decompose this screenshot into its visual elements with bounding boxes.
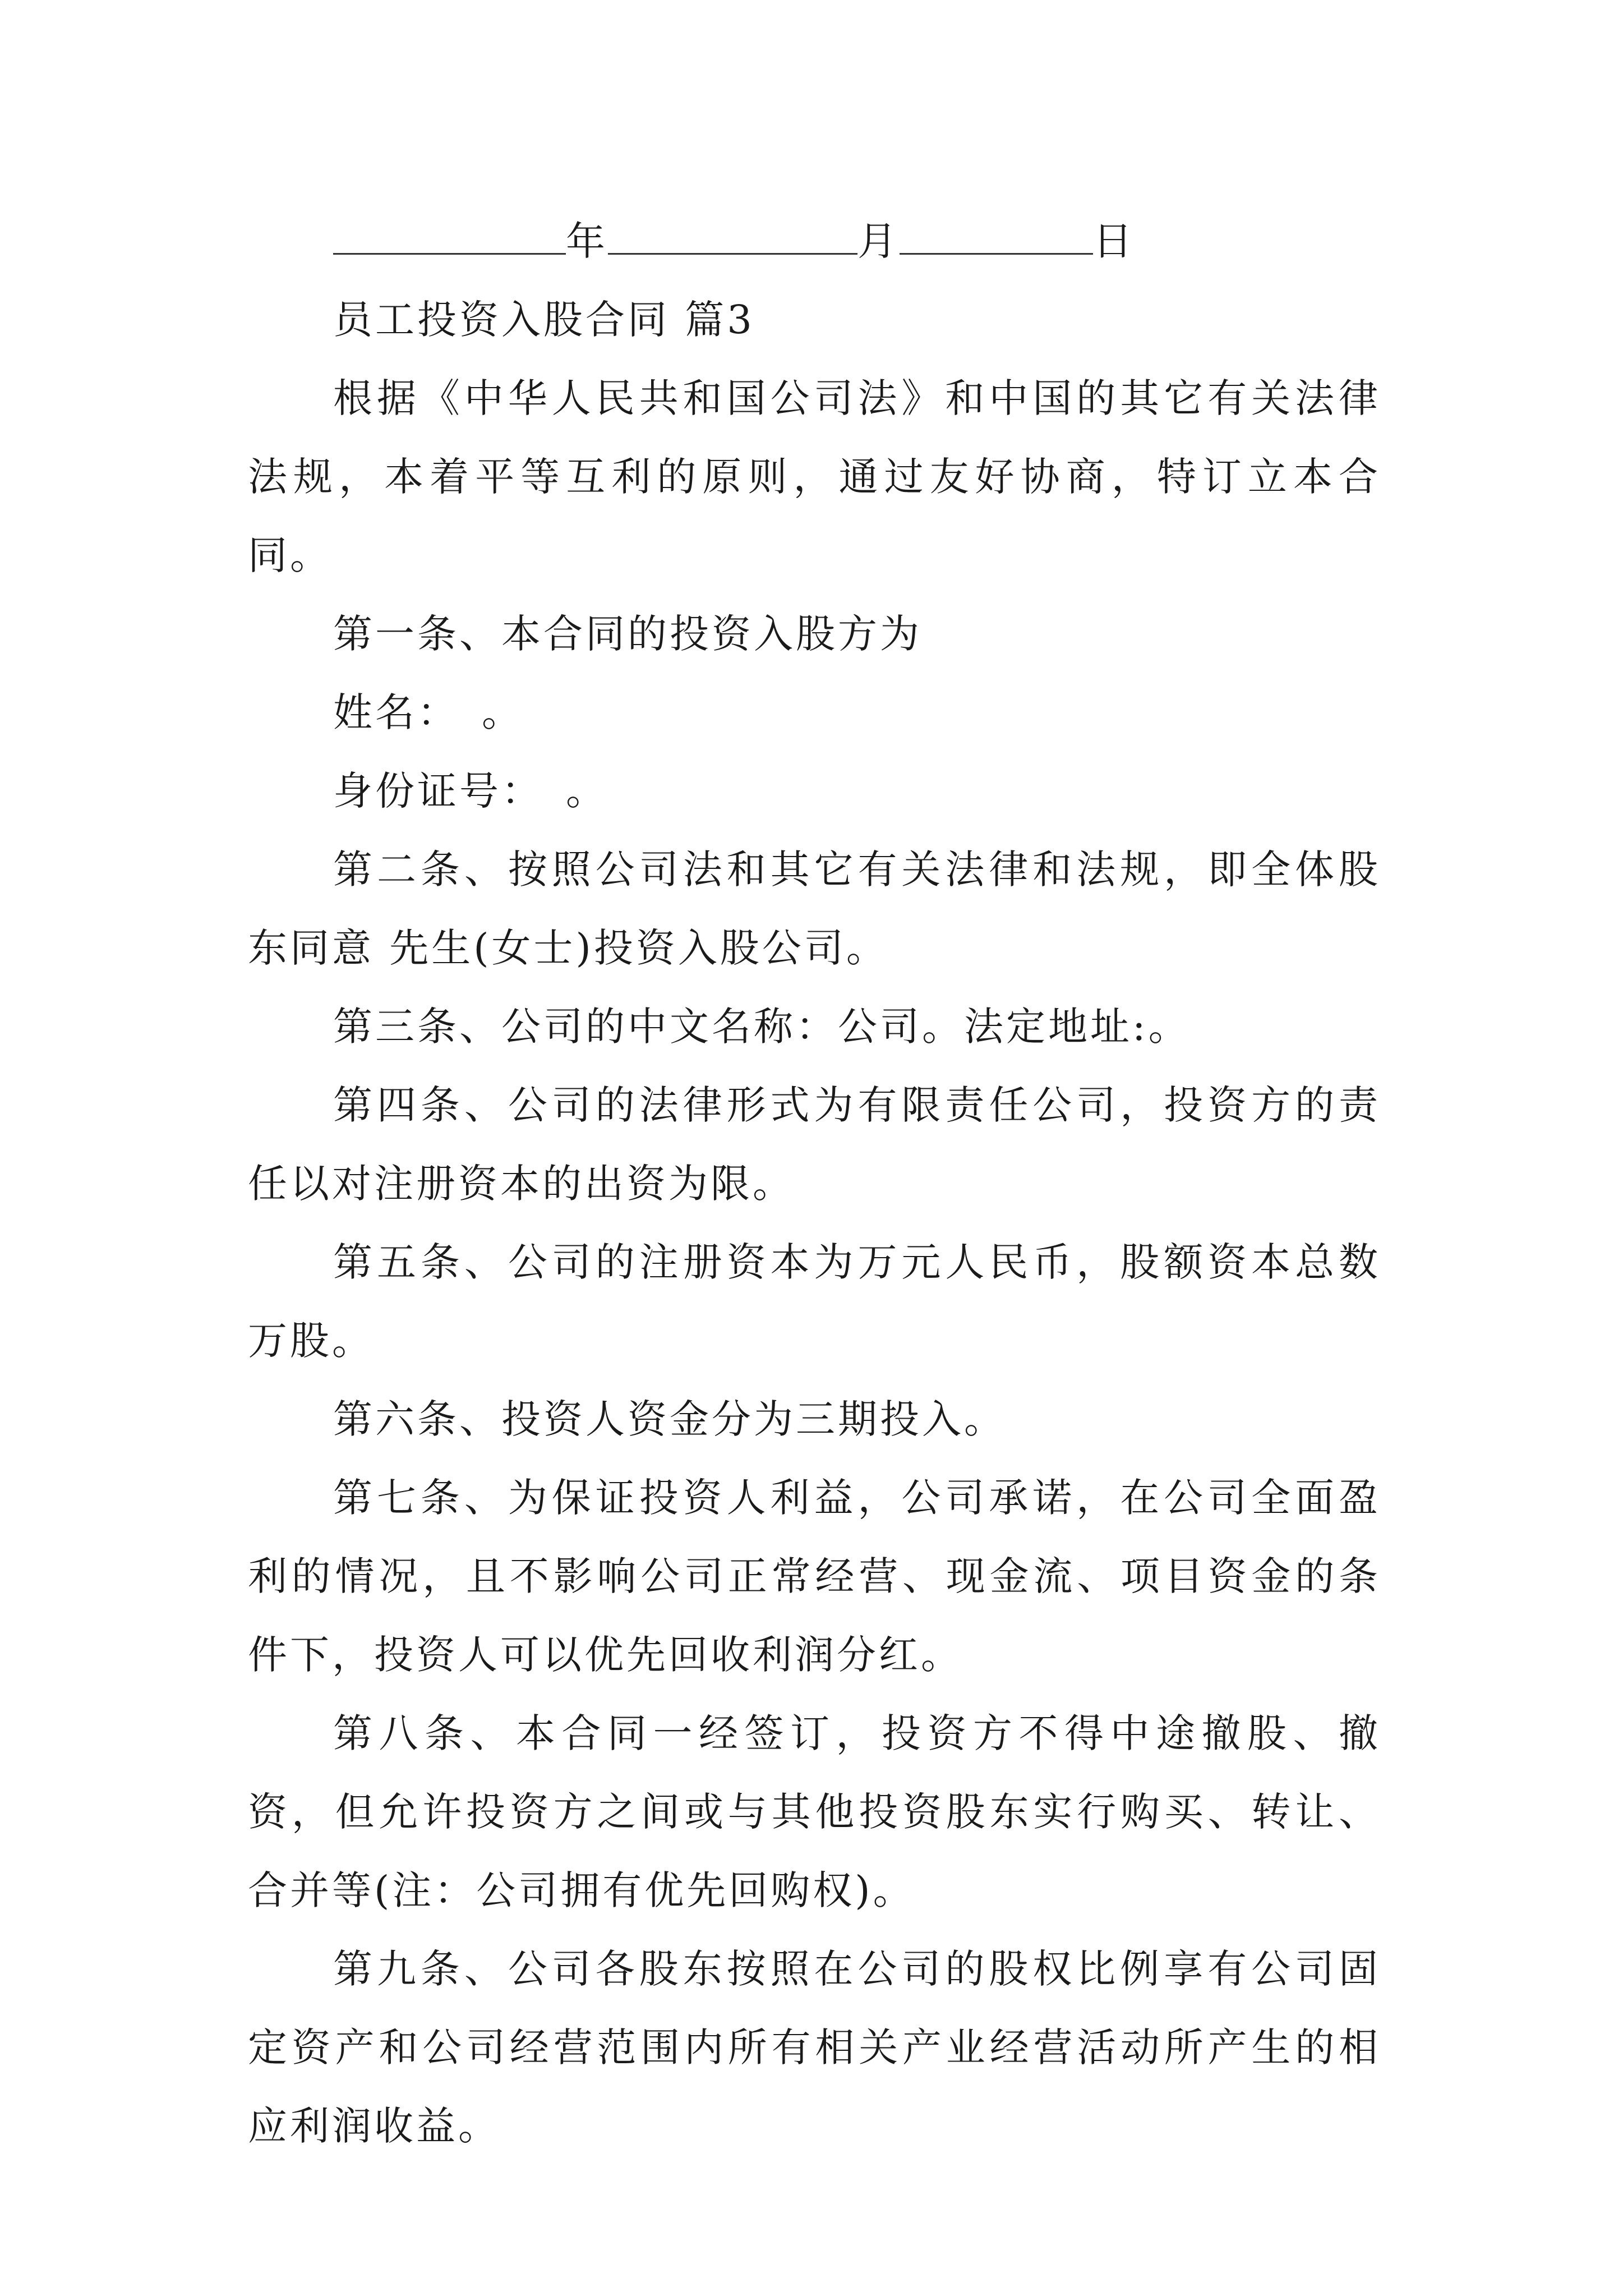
name-line [248,673,1381,752]
article-4: 第四条、公司的法律形式为有限责任公司，投资方的责任以对注册资本的出资为限。 [248,1082,1381,1207]
month-label: 月 [857,218,900,264]
year-label: 年 [566,218,608,264]
id-end: 。 [566,768,608,814]
id-label: 身份证号： [333,768,543,814]
month-blank [608,219,857,255]
name-label: 姓名： [333,689,459,735]
day-blank [900,219,1093,255]
day-label: 日 [1093,218,1135,264]
document-heading: 员工投资入股合同 篇3 [333,297,755,343]
id-line [248,752,1381,830]
document-body [248,202,1381,2165]
intro-paragraph: 根据《中华人民共和国公司法》和中国的其它有关法律法规，本着平等互利的原则，通过友好协商，特订立本合同。 [248,375,1381,578]
article-2: 第二条、按照公司法和其它有关法律和法规，即全体股东同意 先生(女士)投资入股公司。 [248,846,1381,971]
date-line [333,202,1381,280]
article-1: 第一条、本合同的投资入股方为 [333,611,922,657]
article-6: 第六条、投资人资金分为三期投入。 [333,1396,1006,1442]
article-8: 第八条、本合同一经签订，投资方不得中途撤股、撤资，但允许投资方之间或与其他投资股东实行购买、转让、合并等(注：公司拥有优先回购权)。 [248,1710,1381,1913]
article-3: 第三条、公司的中文名称：公司。法定地址:。 [333,1004,1191,1050]
name-end: 。 [482,689,524,735]
article-5: 第五条、公司的注册资本为万元人民币，股额资本总数万股。 [248,1239,1381,1364]
year-blank [333,219,566,255]
article-9: 第九条、公司各股东按照在公司的股权比例享有公司固定资产和公司经营范围内所有相关产业经营活动所产生的相应利润收益。 [248,1946,1381,2149]
article-7: 第七条、为保证投资人利益，公司承诺，在公司全面盈利的情况，且不影响公司正常经营、现金流、项目资金的条件下，投资人可以优先回收利润分红。 [248,1475,1381,1678]
